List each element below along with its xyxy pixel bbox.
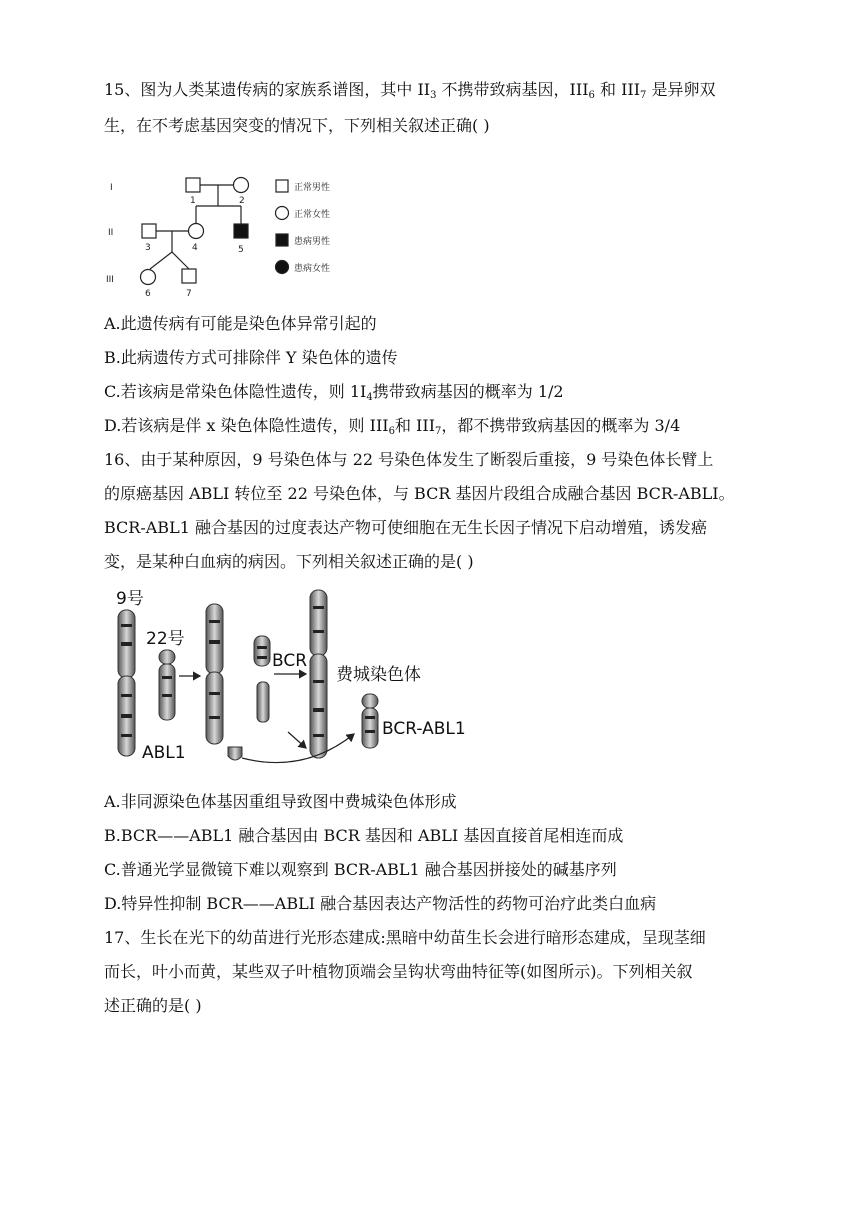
- individual-label-6: 6: [145, 289, 151, 299]
- label-bcr: BCR: [272, 651, 308, 671]
- label-philadelphia-chromosome: 费城染色体: [336, 665, 421, 685]
- q16-option-c: C.普通光学显微镜下难以观察到 BCR-ABL1 融合基因拼接处的碱基序列: [104, 860, 617, 879]
- individual-4-normal-female: [189, 224, 204, 239]
- q16-stem-line2: 的原癌基因 ABLI 转位至 22 号染色体，与 BCR 基因片段组合成融合基因 BCR-ABLI。: [104, 484, 735, 503]
- individual-3-normal-male: [142, 224, 156, 238]
- q15-option-d: D.若该病是伴 x 染色体隐性遗传，则 $III_6$和 $III_7$，都不携带致病基因的概率为 3/4: [104, 416, 681, 437]
- recombined-chromosome-9: [310, 590, 327, 758]
- bcr-fragment: [254, 636, 270, 722]
- chromosome-translocation-figure: [104, 584, 504, 774]
- q16-option-a: A.非同源染色体基因重组导致图中费城染色体形成: [104, 792, 457, 811]
- legend-normal-male: 正常男性: [294, 183, 331, 193]
- label-abl1: ABL1: [142, 743, 186, 763]
- chromosome-9-broken: [206, 604, 223, 744]
- q15-option-c: C.若该病是常染色体隐性遗传，则 $1I_4$携带致病基因的概率为 1/2: [104, 382, 564, 403]
- q17-stem-line1: 17、生长在光下的幼苗进行光形态建成:黑暗中幼苗生长会进行暗形态建成，呈现茎细: [104, 928, 706, 947]
- q15-option-a: A.此遗传病有可能是染色体异常引起的: [104, 314, 377, 333]
- gen-label-II: II: [108, 228, 114, 238]
- individual-label-7: 7: [186, 289, 192, 299]
- chromosome-9: [118, 610, 135, 756]
- legend-affected-female: 患病女性: [294, 264, 331, 274]
- individual-6-normal-female: [141, 270, 156, 285]
- gen-label-I: I: [110, 183, 113, 193]
- legend-affected-male-icon: [276, 234, 288, 246]
- individual-label-1: 1: [190, 196, 196, 206]
- individual-label-5: 5: [238, 245, 244, 255]
- q16-stem-line4: 变，是某种白血病的病因。下列相关叙述正确的是( ): [104, 552, 474, 571]
- gen-label-III: III: [106, 275, 114, 285]
- q17-stem-line3: 述正确的是( ): [104, 996, 202, 1015]
- individual-label-3: 3: [145, 243, 151, 253]
- q15-stem-line2: 生，在不考虑基因突变的情况下，下列相关叙述正确( ): [104, 116, 490, 135]
- q16-option-b: B.BCR——ABL1 融合基因由 BCR 基因和 ABLI 基因直接首尾相连而成: [104, 826, 624, 845]
- individual-5-affected-male: [234, 224, 248, 238]
- q16-stem-line3: BCR-ABL1 融合基因的过度表达产物可使细胞在无生长因子情况下启动增殖，诱发癌: [104, 518, 707, 537]
- philadelphia-chromosome: [362, 694, 378, 748]
- q16-stem-line1: 16、由于某种原因，9 号染色体与 22 号染色体发生了断裂后重接，9 号染色体长臂上: [104, 450, 714, 469]
- label-chromosome-9: 9号: [116, 589, 144, 609]
- individual-1-normal-male: [186, 178, 200, 192]
- individual-label-4: 4: [192, 243, 198, 253]
- legend-affected-female-icon: [276, 261, 289, 274]
- q15-stem-line1: 15、图为人类某遗传病的家族系谱图，其中 $II_3$ 不携带致病基因，$III_6$ 和 $III_7$ 是异卵双: [104, 80, 716, 101]
- abl1-fragment: [228, 747, 242, 760]
- legend-normal-male-icon: [276, 180, 288, 192]
- individual-2-normal-female: [234, 178, 249, 193]
- chromosome-22: [159, 650, 175, 720]
- q17-stem-line2: 而长，叶小而黄，某些双子叶植物顶端会呈钩状弯曲特征等(如图所示)。下列相关叙: [104, 962, 693, 981]
- individual-label-2: 2: [239, 196, 245, 206]
- individual-7-normal-male: [182, 269, 196, 283]
- q16-option-d: D.特异性抑制 BCR——ABLI 融合基因表达产物活性的药物可治疗此类白血病: [104, 894, 657, 913]
- q15-option-b: B.此病遗传方式可排除伴 Y 染色体的遗传: [104, 348, 398, 367]
- legend-normal-female: 正常女性: [294, 210, 331, 220]
- label-chromosome-22: 22号: [146, 629, 185, 649]
- label-bcr-abl1: BCR-ABL1: [382, 719, 466, 739]
- pedigree-chart: [104, 170, 364, 305]
- legend-normal-female-icon: [276, 207, 289, 220]
- legend-affected-male: 患病男性: [294, 237, 331, 247]
